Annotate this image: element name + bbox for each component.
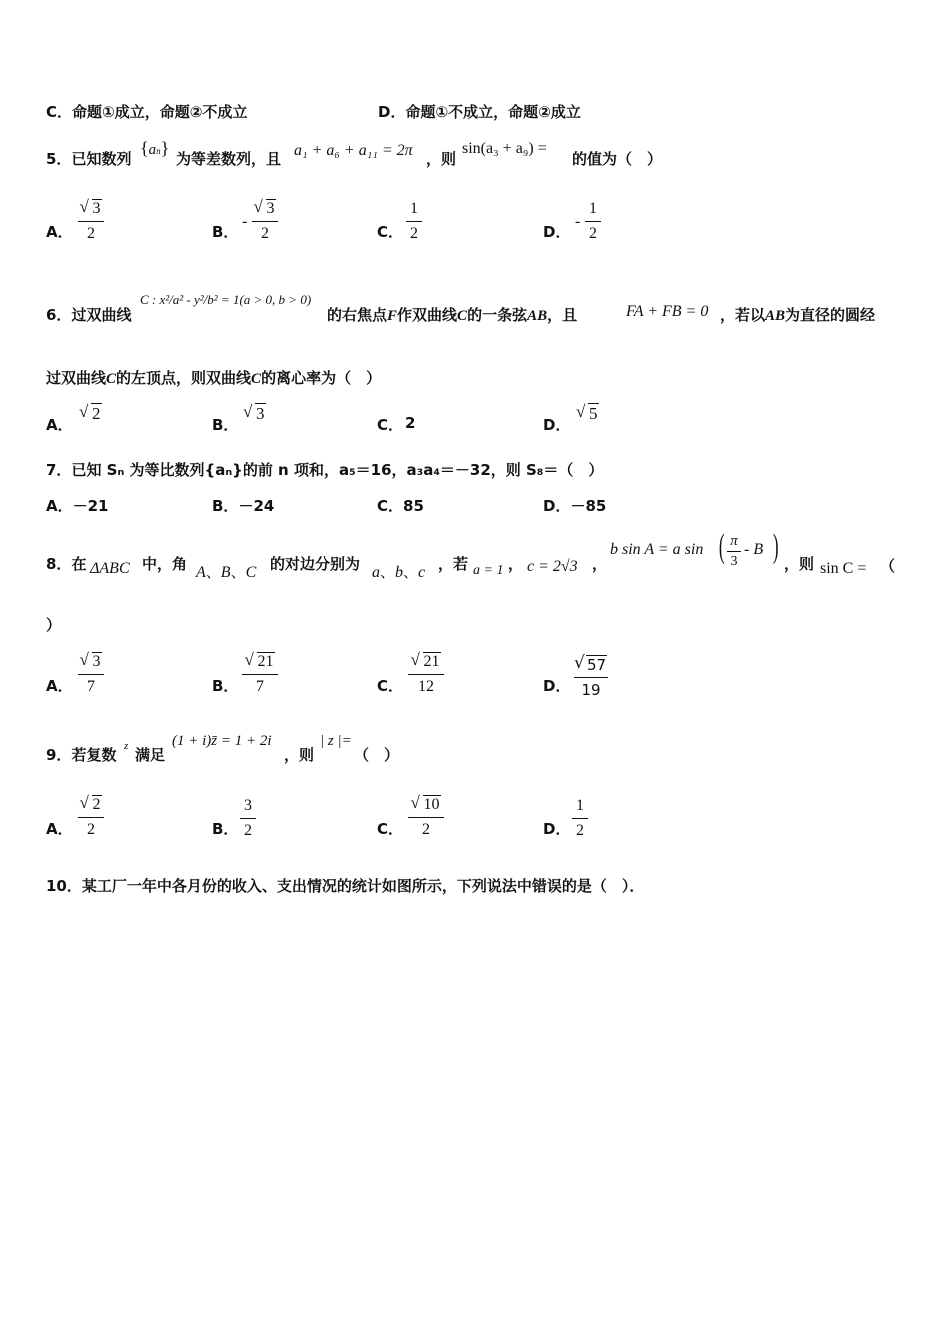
q6-text-4: 的一条弦 — [467, 306, 528, 324]
q6-option-b-value: √ 3 — [244, 404, 266, 424]
q5-option-b-value: √ 3 2 — [252, 199, 278, 244]
q8-option-c-label: C． — [377, 677, 404, 695]
q6-option-c-value: 2 — [405, 414, 416, 432]
q6-option-a-value: √ 2 — [80, 404, 102, 424]
q5-expression: sin(a₃ + a₉) = — [462, 140, 547, 157]
q6-line2-a: 过双曲线 — [46, 369, 107, 387]
q6-F: F — [387, 308, 398, 324]
q8-text-4: ，若 — [438, 555, 469, 573]
q7-option-a: A．－21 — [46, 497, 109, 515]
q9-option-c-label: C． — [377, 820, 404, 838]
q6-line1-end — [720, 305, 875, 326]
q8-option-a-label: A． — [46, 677, 73, 695]
q9-text-3: ，则 — [284, 746, 315, 764]
q6-curve: C : x²/a² - y²/b² = 1(a > 0, b > 0) — [140, 292, 312, 307]
q8-cond-1: a = 1 — [473, 563, 504, 578]
q6-stem — [46, 305, 131, 325]
q9-stem — [46, 745, 116, 765]
q8-text-6: ， — [592, 555, 608, 573]
q6-option-c-label: C． — [377, 416, 404, 434]
q6-AB: AB — [527, 308, 548, 324]
q7-number: 7． — [46, 461, 72, 479]
q9-text-2: 满足 — [135, 746, 166, 764]
q6-AB2: AB — [765, 308, 786, 324]
q8-sides: a、b、c — [372, 564, 426, 581]
q5-seq: a — [148, 142, 157, 158]
q6-line2-c: 的离心率为（ ） — [261, 369, 382, 387]
q5-option-b-sign: - — [242, 213, 248, 230]
q8-option-c-value: √ 21 12 — [408, 652, 444, 697]
q8-option-b-label: B． — [212, 677, 239, 695]
q8-option-b-value: √ 21 7 — [242, 652, 278, 697]
q8-minus-b: - B — [744, 541, 764, 558]
q8-text-3: 的对边分别为 — [270, 555, 361, 573]
q8-ask: sin C = — [820, 560, 867, 577]
q8-angles: A、B、C — [196, 564, 257, 581]
q7-option-d: D．－85 — [543, 497, 607, 515]
q8-text-5: ， — [508, 555, 524, 573]
q8-option-d-label: D． — [543, 677, 571, 695]
q5-brace: {an} — [140, 138, 170, 158]
q9-option-b-value: 3 2 — [240, 796, 256, 841]
q6-vector: FA + FB = 0 — [626, 303, 709, 320]
q5-option-a-label: A． — [46, 223, 73, 241]
q9-abs: | z |= — [320, 733, 352, 749]
q6-C3: C — [251, 371, 262, 387]
q8-option-a-value: √ 3 7 — [78, 652, 104, 697]
q6-text-7: 为直径的圆经 — [785, 306, 876, 324]
q5-text-2: 为等差数列，且 — [176, 150, 282, 168]
q5-stem — [46, 149, 131, 169]
q5-text-3: ，则 — [426, 150, 457, 168]
q8-cond-2: c = 2√3 — [527, 558, 578, 575]
q6-text-1: 过双曲线 — [71, 306, 132, 324]
q5-seq-sub: n — [156, 146, 161, 156]
q9-option-d-value: 1 2 — [572, 796, 588, 841]
q9-number: 9． — [46, 746, 72, 764]
q8-pi-over-3: π 3 — [727, 534, 741, 569]
q9-equation: (1 + i)z̄ = 1 + 2i — [172, 733, 272, 749]
q6-line1 — [327, 305, 577, 326]
q5-option-d-sign: - — [575, 213, 581, 230]
q9-text-4: （ ） — [354, 746, 400, 764]
q6-line2 — [46, 368, 381, 389]
q9-z: z — [124, 740, 129, 752]
q10-text: 某工厂一年中各月份的收入、支出情况的统计如图所示，下列说法中错误的是（ ）． — [81, 877, 645, 895]
q8-triangle: ΔABC — [90, 560, 130, 577]
q8-stem — [46, 554, 86, 574]
q9-text-1: 若复数 — [71, 746, 117, 764]
prev-option-d: D．命题①不成立，命题②成立 — [378, 103, 581, 121]
q8-paren-left: ( — [718, 528, 725, 565]
q5-option-d-value: 1 2 — [585, 199, 601, 244]
q8-paren-right: ) — [772, 528, 779, 565]
q6-number: 6． — [46, 306, 72, 324]
q6-option-b-label: B． — [212, 416, 239, 434]
prev-option-c: C．命题①成立，命题②不成立 — [46, 103, 248, 121]
q8-text-7: ，则 — [784, 555, 815, 573]
q5-option-b-label: B． — [212, 223, 239, 241]
q6-text-3: 作双曲线 — [397, 306, 458, 324]
q6-option-d-value: √ 5 — [577, 404, 599, 424]
q6-C2: C — [106, 371, 117, 387]
q9-option-a-label: A． — [46, 820, 73, 838]
q10-number: 10． — [46, 877, 82, 895]
q7-option-c: C．85 — [377, 497, 424, 515]
q5-condition: a₁ + a₆ + a₁₁ = 2π — [294, 142, 413, 159]
q6-text-5: ，且 — [547, 306, 578, 324]
q8-text-2: 中，角 — [142, 555, 188, 573]
q6-option-d-label: D． — [543, 416, 571, 434]
q7-option-b: B．－24 — [212, 497, 275, 515]
q9-option-b-label: B． — [212, 820, 239, 838]
q5-text-4: 的值为（ ） — [572, 150, 663, 168]
q5-option-c-value: 1 2 — [406, 199, 422, 244]
q7-stem — [46, 460, 603, 480]
q9-option-c-value: √ 10 2 — [408, 795, 444, 840]
q8-option-d-value: √ 57 19 — [574, 655, 608, 700]
q5-option-a-value: √ 3 2 — [78, 199, 104, 244]
q5-option-d-label: D． — [543, 223, 571, 241]
q9-option-a-value: √ 2 2 — [78, 795, 104, 840]
q5-option-c-label: C． — [377, 223, 404, 241]
q5-number: 5． — [46, 150, 72, 168]
q10-stem — [46, 876, 644, 896]
q6-text-6: ，若以 — [720, 306, 766, 324]
q8-cond-3: b sin A = a sin — [610, 541, 704, 558]
q6-line2-b: 的左顶点，则双曲线 — [116, 369, 252, 387]
q7-text: 已知 Sₙ 为等比数列{aₙ}的前 n 项和，a₅＝16，a₃a₄＝－32，则 S₈＝（ ） — [71, 461, 604, 479]
q6-C: C — [457, 308, 468, 324]
q5-text-1: 已知数列 — [71, 150, 132, 168]
q9-option-d-label: D． — [543, 820, 571, 838]
q8-text-1: 在 — [71, 555, 87, 573]
q8-number: 8． — [46, 555, 72, 573]
q8-paren-close: ） — [46, 616, 62, 634]
q6-text-2: 的右焦点 — [327, 306, 388, 324]
q8-paren-open: （ — [880, 557, 896, 575]
q6-option-a-label: A． — [46, 416, 73, 434]
